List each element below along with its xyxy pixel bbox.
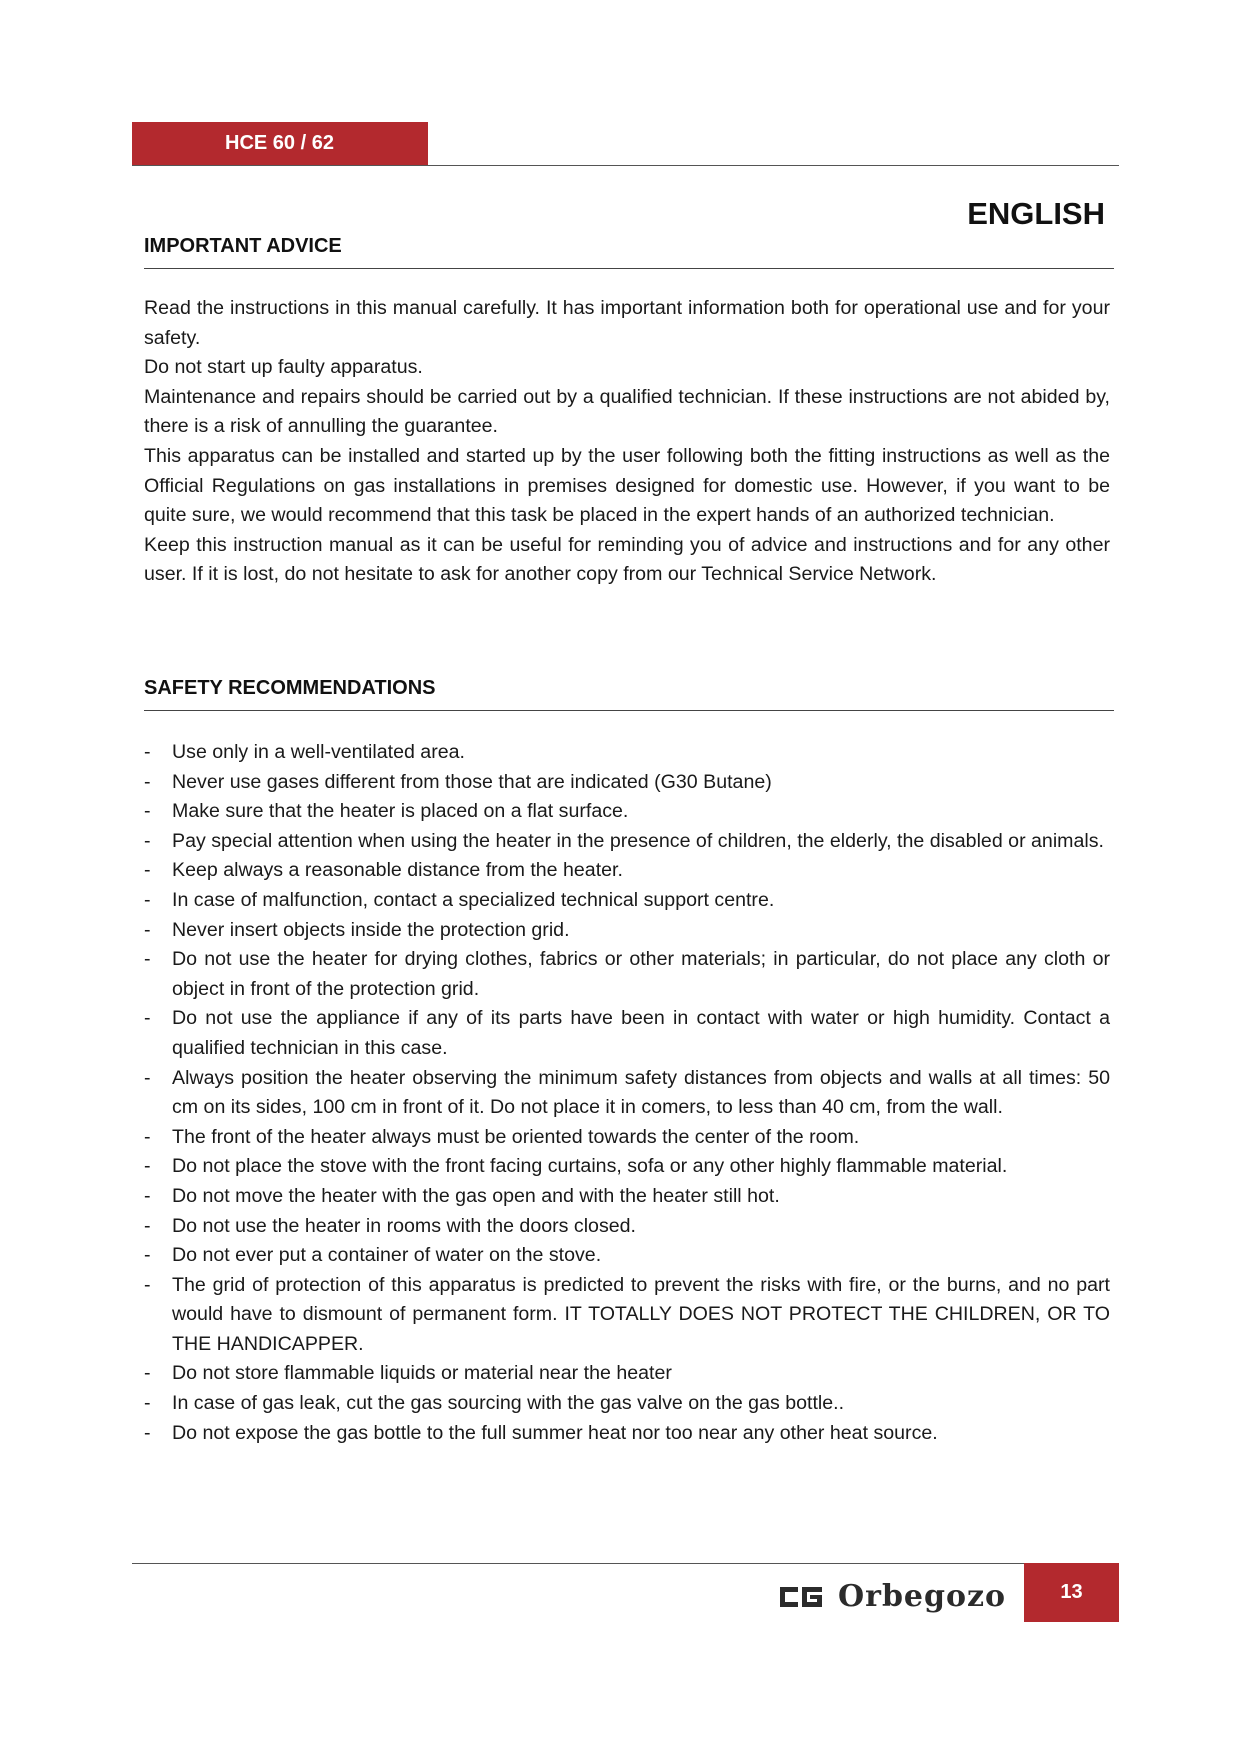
safety-item-text: Make sure that the heater is placed on a flat surface.	[172, 800, 629, 823]
safety-item	[144, 738, 1110, 768]
safety-item	[144, 1271, 1110, 1360]
safety-divider	[144, 710, 1114, 711]
safety-item-text: Do not move the heater with the gas open and with the heater still hot.	[172, 1184, 780, 1207]
list-dash: -	[144, 1273, 151, 1296]
safety-item-text: Do not store flammable liquids or material near the heater	[172, 1362, 672, 1385]
list-dash: -	[144, 1244, 151, 1267]
list-dash: -	[144, 1214, 151, 1237]
list-dash: -	[144, 1125, 151, 1148]
list-dash: -	[144, 770, 151, 793]
safety-item	[144, 1419, 1110, 1449]
safety-item	[144, 1152, 1110, 1182]
safety-item	[144, 827, 1110, 857]
list-dash: -	[144, 741, 151, 763]
model-header-tab	[132, 122, 428, 165]
safety-item	[144, 1064, 1110, 1123]
language-title: ENGLISH	[967, 196, 1105, 231]
advice-paragraph: Read the instructions in this manual carefully. It has important information both for operational use and for your safety.	[144, 297, 1110, 349]
page-number-box	[1024, 1563, 1119, 1622]
list-dash: -	[144, 829, 151, 852]
safety-item-text: Do not use the appliance if any of its parts have been in contact with water or high humidity. Contact a qualified technician in this case.	[172, 1007, 1110, 1059]
header-divider	[132, 165, 1119, 166]
brand-logo	[780, 1577, 1006, 1615]
list-dash: -	[144, 948, 151, 971]
list-dash: -	[144, 800, 151, 823]
advice-paragraph: Maintenance and repairs should be carried out by a qualified technician. If these instructions are not abided by, there is a risk of annulling the guarantee.	[144, 385, 1110, 438]
important-advice-heading: IMPORTANT ADVICE	[144, 235, 342, 257]
safety-item	[144, 1212, 1110, 1242]
list-dash: -	[144, 1392, 151, 1415]
safety-list	[144, 738, 1110, 1448]
safety-item-text: Do not use the heater for drying clothes, fabrics or other materials; in particular, do not place any cloth or object in front of the protection grid.	[172, 948, 1110, 1000]
list-dash: -	[144, 859, 151, 882]
safety-item-text: Do not ever put a container of water on the stove.	[172, 1244, 602, 1267]
brand-mark-icon	[780, 1583, 824, 1609]
safety-item-text: Never insert objects inside the protection grid.	[172, 918, 570, 941]
safety-item-text: Do not place the stove with the front facing curtains, sofa or any other highly flammable material.	[172, 1155, 1008, 1178]
safety-item	[144, 1182, 1110, 1212]
footer-divider	[132, 1563, 1119, 1564]
list-dash: -	[144, 918, 151, 941]
safety-item	[144, 768, 1110, 798]
advice-paragraph: This apparatus can be installed and started up by the user following both the fitting instructions as well as the Official Regulations on gas installations in premises designed for domestic use. However, if you want to be quite sure, we would recommend that this task be placed in the expert hands of an authorized technician.	[144, 444, 1110, 527]
safety-item	[144, 1389, 1110, 1419]
list-dash: -	[144, 1184, 151, 1207]
model-label: HCE 60 / 62	[225, 132, 334, 154]
safety-item-text: Pay special attention when using the heater in the presence of children, the elderly, the disabled or animals.	[172, 829, 1104, 852]
safety-item-text: In case of malfunction, contact a specialized technical support centre.	[172, 888, 775, 911]
brand-name: Orbegozo	[838, 1578, 1007, 1614]
safety-item	[144, 1004, 1110, 1063]
safety-item-text: The grid of protection of this apparatus is predicted to prevent the risks with fire, or the burns, and no part would have to dismount of permanent form. IT TOTALLY DOES NOT PROTECT THE CHILDREN, OR TO THE HANDICAPPER.	[172, 1273, 1110, 1355]
list-dash: -	[144, 1362, 151, 1385]
advice-paragraph: Keep this instruction manual as it can be useful for reminding you of advice and instructions and for any other user. If it is lost, do not hesitate to ask for another copy from our Technical Service Network.	[144, 533, 1110, 586]
safety-item	[144, 916, 1110, 946]
safety-item-text: Never use gases different from those that are indicated (G30 Butane)	[172, 770, 772, 793]
safety-item	[144, 886, 1110, 916]
safety-item	[144, 1241, 1110, 1271]
safety-item-text: Keep always a reasonable distance from the heater.	[172, 859, 623, 882]
safety-item-text: The front of the heater always must be oriented towards the center of the room.	[172, 1125, 860, 1148]
safety-item-text: Do not expose the gas bottle to the full summer heat nor too near any other heat source.	[172, 1421, 938, 1444]
safety-item	[144, 797, 1110, 827]
safety-heading: SAFETY RECOMMENDATIONS	[144, 677, 436, 699]
safety-item-text: Use only in a well-ventilated area.	[172, 741, 465, 763]
important-advice-divider	[144, 268, 1114, 269]
safety-item	[144, 1123, 1110, 1153]
safety-item	[144, 945, 1110, 1004]
important-advice-body	[144, 294, 1110, 590]
safety-item-text: Do not use the heater in rooms with the doors closed.	[172, 1214, 636, 1237]
safety-item	[144, 1359, 1110, 1389]
list-dash: -	[144, 1066, 151, 1089]
page-number: 13	[1060, 1581, 1083, 1603]
safety-item	[144, 856, 1110, 886]
list-dash: -	[144, 1007, 151, 1030]
list-dash: -	[144, 888, 151, 911]
list-dash: -	[144, 1421, 151, 1444]
safety-item-text: In case of gas leak, cut the gas sourcing with the gas valve on the gas bottle..	[172, 1392, 845, 1415]
safety-item-text: Always position the heater observing the minimum safety distances from objects and walls at all times: 50 cm on its sides, 100 cm in front of it. Do not place it in comers, to less than 40 cm, from the wall.	[172, 1066, 1110, 1119]
list-dash: -	[144, 1155, 151, 1178]
advice-paragraph: Do not start up faulty apparatus.	[144, 356, 423, 379]
